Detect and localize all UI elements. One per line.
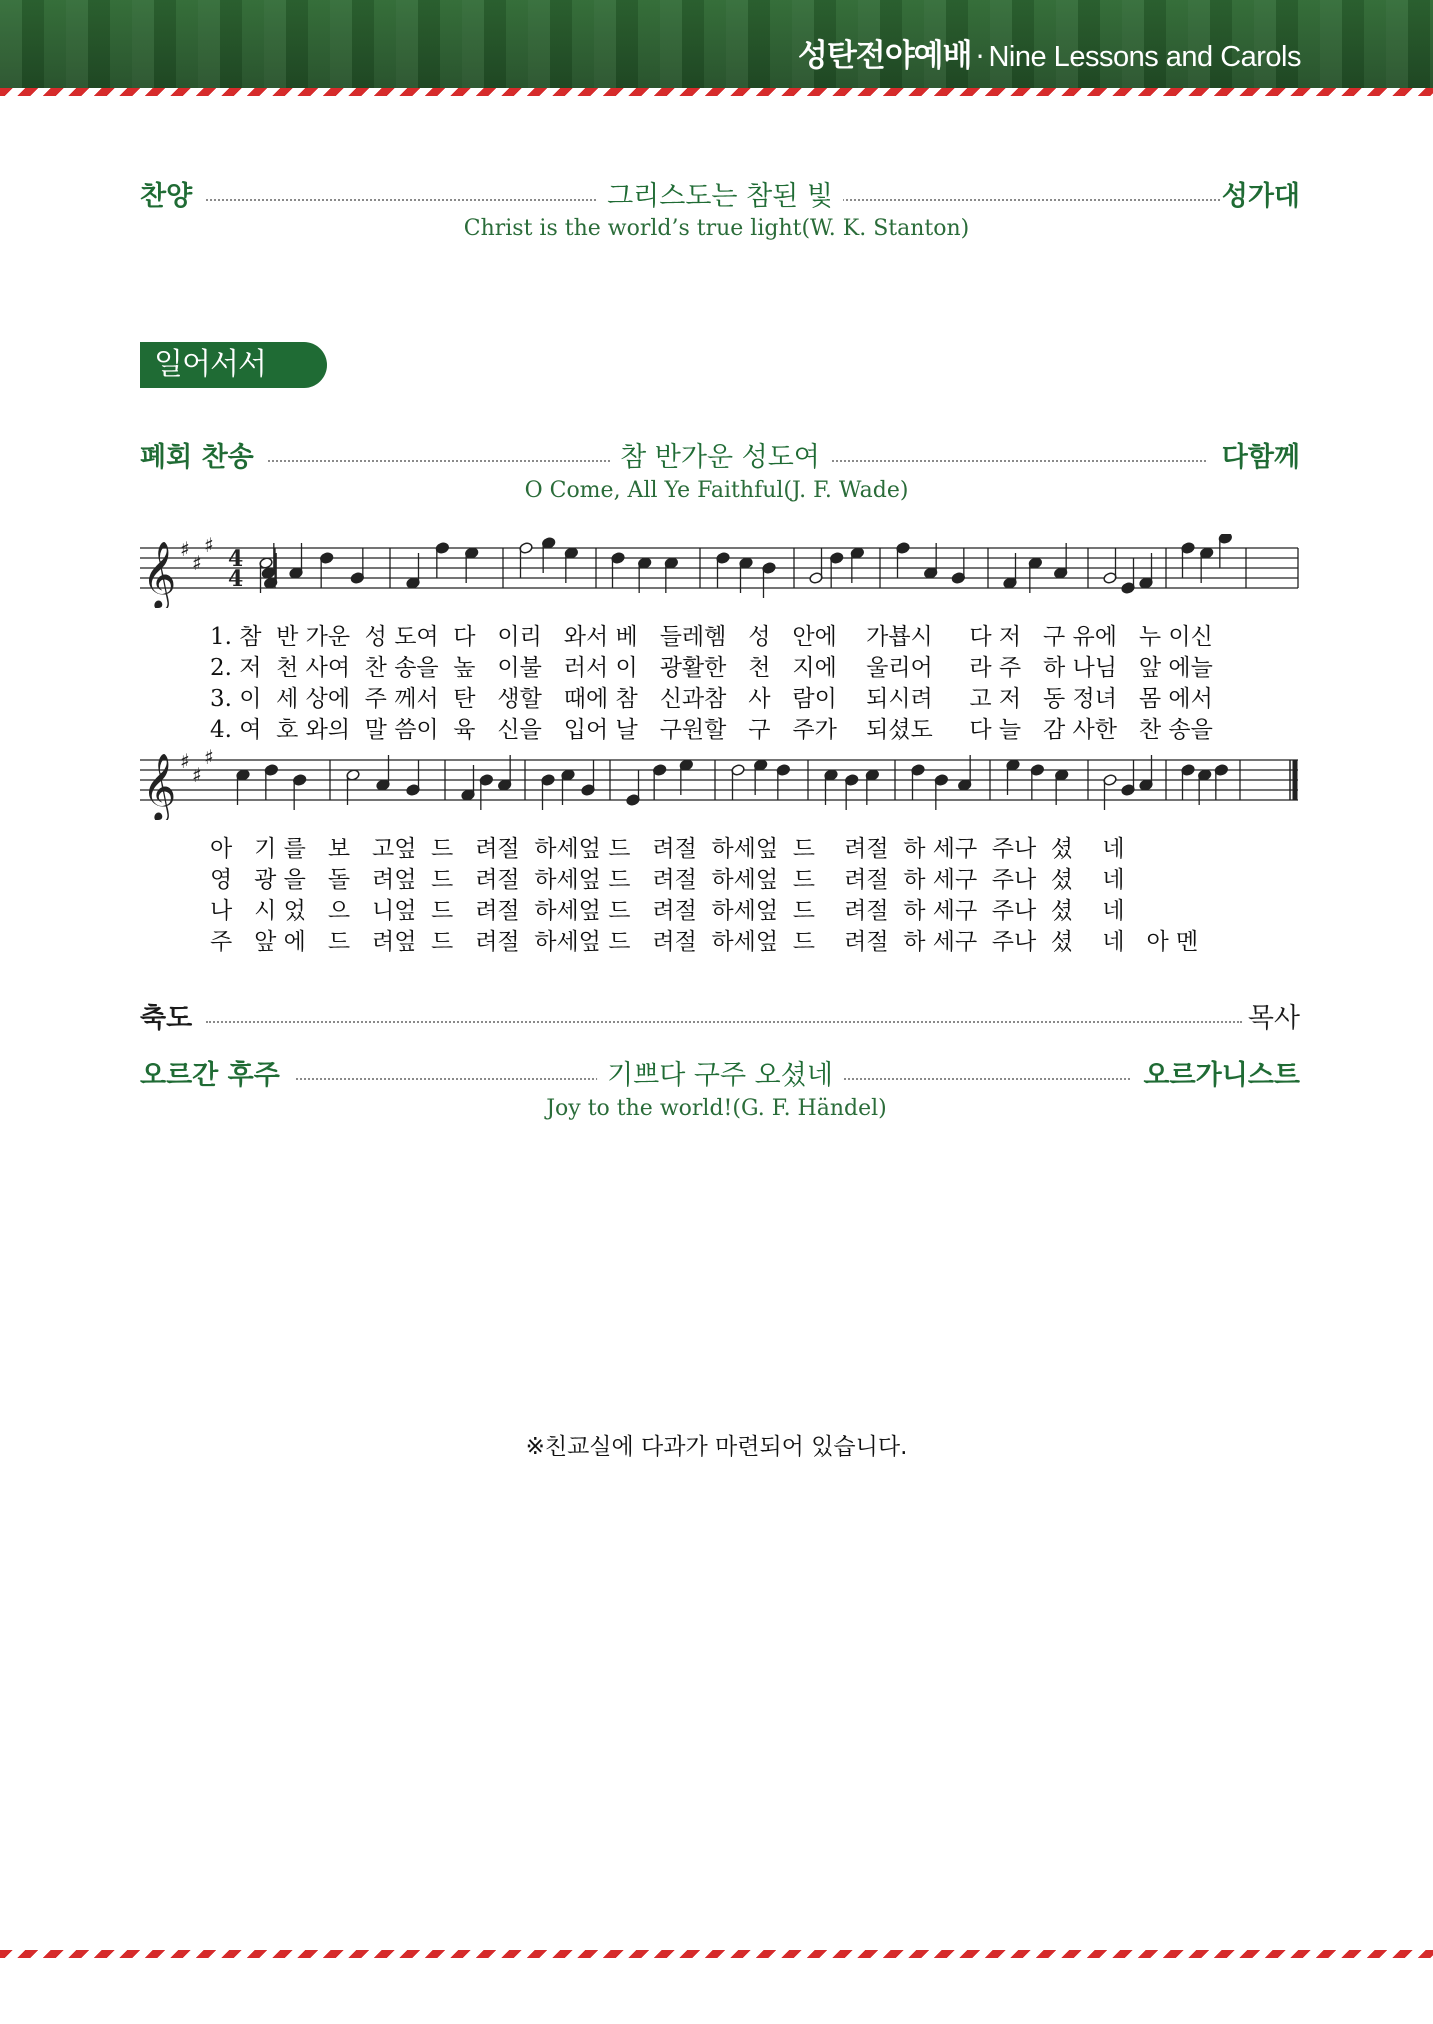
lyric-verse-2: 2. 저 천 사여 찬 송을 높 이불 러서 이 광활한 천 지에 울리어 라 주 하 나님 앞 에늘 [210, 655, 1213, 681]
program-label: 찬양 [140, 181, 193, 212]
treble-clef-icon: 𝄞 [142, 540, 177, 608]
footer-note: ※친교실에 다과가 마련되어 있습니다. [525, 1434, 908, 1460]
program-row-postlude [140, 1056, 1300, 1096]
program-performer: 목사 [1247, 1003, 1300, 1034]
svg-text:♯: ♯ [204, 534, 214, 557]
header-separator: · [975, 40, 985, 73]
program-subtitle: Joy to the world!(G. F. Händel) [546, 1096, 887, 1121]
program-title: 그리스도는 참된 빛 [597, 177, 843, 217]
candy-stripe-top [0, 88, 1433, 96]
lyrics-block-2 [210, 830, 1310, 954]
header-title-ko: 성탄전야예배 [797, 38, 972, 74]
key-signature-sharps [180, 534, 214, 575]
lyric-verse-3: 나 시 었 으 니엎 드 려절 하세엎 드 려절 하세엎 드 려절 하 세구 주나 셨 네 [210, 898, 1125, 924]
music-staff-2 [140, 746, 1300, 820]
lyric-verse-3: 3. 이 세 상에 주 께서 탄 생할 때에 참 신과참 사 람이 되시려 고 저 동 정녀 몸 에서 [210, 686, 1213, 712]
program-subtitle: O Come, All Ye Faithful(J. F. Wade) [524, 478, 909, 503]
lyric-verse-1: 아 기 를 보 고엎 드 려절 하세엎 드 려절 하세엎 드 려절 하 세구 주나 셨 네 [210, 836, 1125, 862]
program-title: 참 반가운 성도여 [610, 438, 830, 478]
program-performer: 오르가니스트 [1143, 1060, 1300, 1091]
svg-text:♯: ♯ [204, 746, 214, 769]
svg-text:4: 4 [228, 566, 244, 592]
header-title-en: Nine Lessons and Carols [988, 41, 1301, 73]
program-label: 오르간 후주 [140, 1060, 280, 1091]
svg-text:♯: ♯ [180, 537, 190, 561]
svg-text:4: 4 [228, 546, 244, 572]
program-row-benediction [140, 999, 1300, 1039]
lyric-verse-1: 1. 참 반 가운 성 도여 다 이리 와서 베 들레헴 성 안에 가뵵시 다 저 구 유에 누 이신 [210, 624, 1213, 650]
music-staff-1 [140, 534, 1300, 608]
program-performer: 성가대 [1221, 181, 1300, 212]
header-title [798, 30, 1301, 75]
svg-text:♯: ♯ [180, 749, 190, 773]
program-performer: 다함께 [1221, 442, 1300, 473]
leader-dots [206, 1021, 1242, 1023]
program-row-anthem [140, 177, 1300, 217]
program-subtitle: Christ is the world’s true light(W. K. Stanton) [463, 216, 970, 241]
staff-svg-1 [140, 534, 1300, 608]
candy-stripe-bottom [0, 1950, 1433, 1958]
program-row-hymn [140, 438, 1300, 478]
staff-svg-2 [140, 746, 1300, 820]
header-band [0, 0, 1433, 88]
program-label: 축도 [140, 1003, 193, 1034]
program-label: 폐회 찬송 [140, 442, 254, 473]
time-signature [228, 546, 243, 592]
treble-clef-icon: 𝄞 [142, 752, 177, 820]
stand-label: 일어서서 [140, 342, 327, 388]
lyric-verse-2: 영 광 을 돌 려엎 드 려절 하세엎 드 려절 하세엎 드 려절 하 세구 주나 셨 네 [210, 867, 1125, 893]
lyric-verse-4: 주 앞 에 드 려엎 드 려절 하세엎 드 려절 하세엎 드 려절 하 세구 주나 셨 네 아 멘 [210, 929, 1199, 955]
lyric-verse-4: 4. 여 호 와의 말 씀이 육 신을 입어 날 구원할 구 주가 되셨도 다 늘 감 사한 찬 송을 [210, 717, 1213, 743]
program-title: 기쁘다 구주 오셨네 [597, 1056, 843, 1096]
key-signature-sharps [180, 746, 214, 787]
svg-text:♯: ♯ [192, 763, 202, 787]
svg-text:♯: ♯ [192, 551, 202, 575]
lyrics-block-1 [210, 618, 1310, 742]
